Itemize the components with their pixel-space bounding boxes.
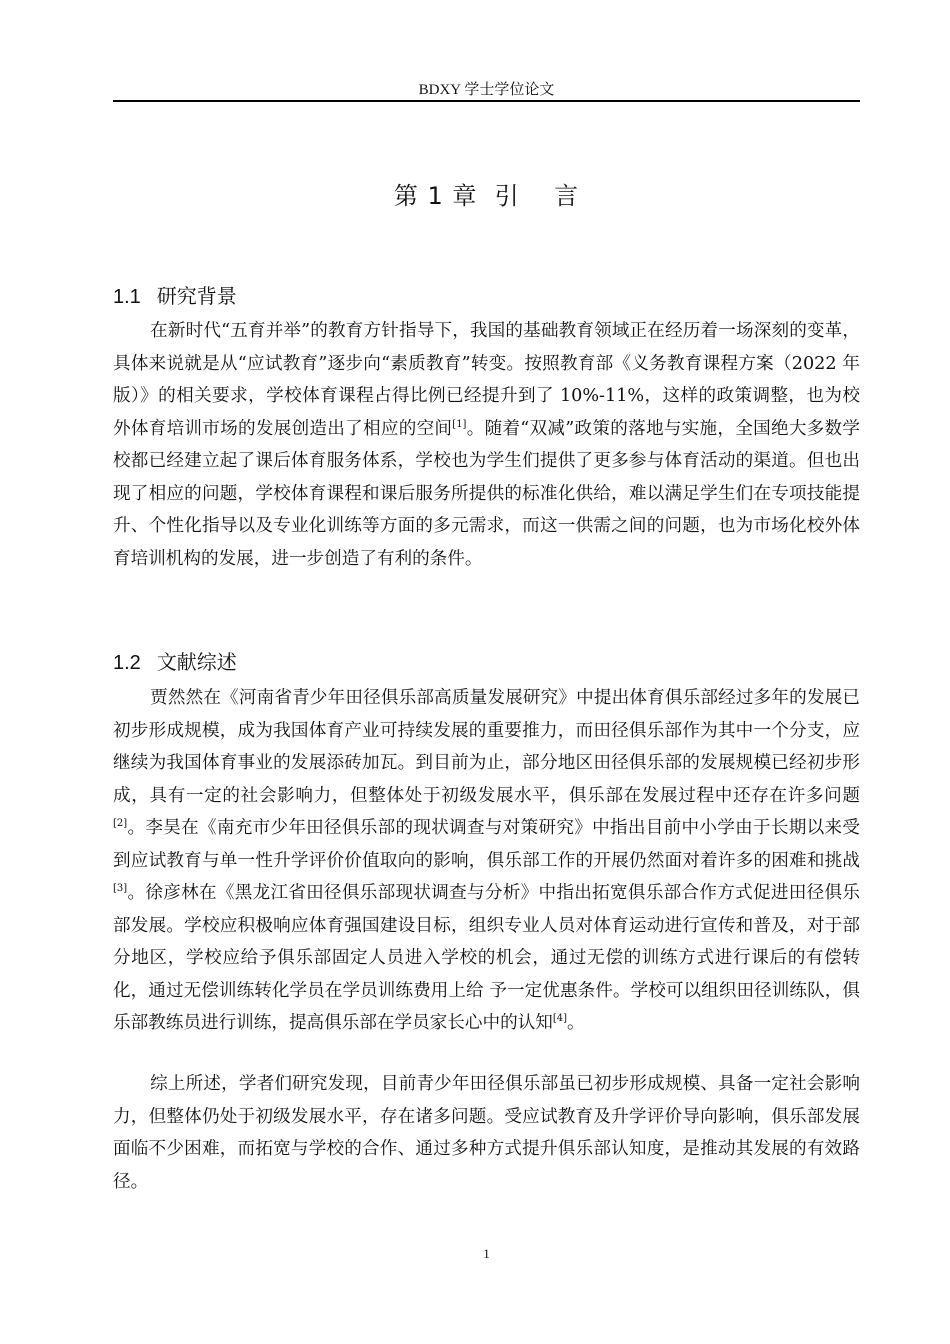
page-number: 1 <box>483 1246 490 1261</box>
section-title: 研究背景 <box>156 284 237 308</box>
header-rule <box>113 100 860 102</box>
chapter-title: 第 1 章 引 言 <box>393 182 580 210</box>
paragraph-text: 。李昊在《南充市少年田径俱乐部的现状调查与对策研究》中指出目前中小学由于长期以来受到应试教育与单一性升学评价价值取向的影响，俱乐部工作的开展仍然面对着许多的困难和挑战 <box>113 818 860 871</box>
paragraph-literature-review <box>113 682 860 1040</box>
paragraph-text: 综上所述，学者们研究发现，目前青少年田径俱乐部虽已初步形成规模、具备一定社会影响力，但整体仍处于初级发展水平，存在诸多问题。受应试教育及升学评价导向影响，俱乐部发展面临不少困难，而拓宽与学校的合作、通过多种方式提升俱乐部认知度，是推动其发展的有效路径。 <box>113 1074 860 1192</box>
paragraph-text: 在新时代“五育并举”的教育方针指导下，我国的基础教育领域正在经历着一场深刻的变革，具体来说就是从“应试教育”逐步向“素质教育”转变。按照教育部《义务教育课程方案（2022 年版）》的相关要求，学校体育课程占得比例已经提升到了 10%-11%，这样的政策调整，也为校外体育培训市场的发展创造出了相应的空间 <box>113 321 860 439</box>
paragraph-text: 。 <box>567 1013 585 1033</box>
paragraph-background <box>113 315 860 575</box>
paragraph-text: 。随着“双减”政策的落地与实施，全国绝大多数学校都已经建立起了课后体育服务体系，学校也为学生们提供了更多参与体育活动的渠道。但也出现了相应的问题，学校体育课程和课后服务所提供的标准化供给，难以满足学生们在专项技能提升、个性化指导以及专业化训练等方面的多元需求，而这一供需之间的问题，也为市场化校外体育培训机构的发展，进一步创造了有利的条件。 <box>113 418 860 569</box>
paragraph-summary <box>113 1068 860 1198</box>
section-number: 1.2 <box>113 652 141 674</box>
section-heading-1-2 <box>113 646 237 675</box>
paragraph-text: 。徐彦林在《黑龙江省田径俱乐部现状调查与分析》中指出拓宽俱乐部合作方式促进田径俱乐部发展。学校应积极响应体育强国建设目标，组织专业人员对体育运动进行宣传和普及，对于部分地区，学校应给予俱乐部固定人员进入学校的机会，通过无偿的训练方式进行课后的有偿转化，通过无偿训练转化学员在学员训练费用上给 予一定优惠条件。学校可以组织田径训练队，俱乐部教练员进行训练，提高俱乐部在学员家长心中的认知 <box>113 883 860 1033</box>
section-number: 1.1 <box>113 286 141 308</box>
section-title: 文献综述 <box>156 650 237 674</box>
citation-3: [3] <box>113 883 128 894</box>
citation-1: [1] <box>452 418 467 430</box>
citation-4: [4] <box>552 1013 568 1024</box>
running-header: BDXY 学士学位论文 <box>418 82 555 98</box>
citation-2: [2] <box>113 818 128 829</box>
paragraph-text: 贾然然在《河南省青少年田径俱乐部高质量发展研究》中提出体育俱乐部经过多年的发展已初步形成规模，成为我国体育产业可持续发展的重要推力，而田径俱乐部作为其中一个分支，应继续为我国体育事业的发展添砖加瓦。到目前为止，部分地区田径俱乐部的发展规模已经初步形成，具有一定的社会影响力，但整体处于初级发展水平，俱乐部在发展过程中还存在许多问题 <box>113 688 860 806</box>
section-heading-1-1 <box>113 280 237 309</box>
